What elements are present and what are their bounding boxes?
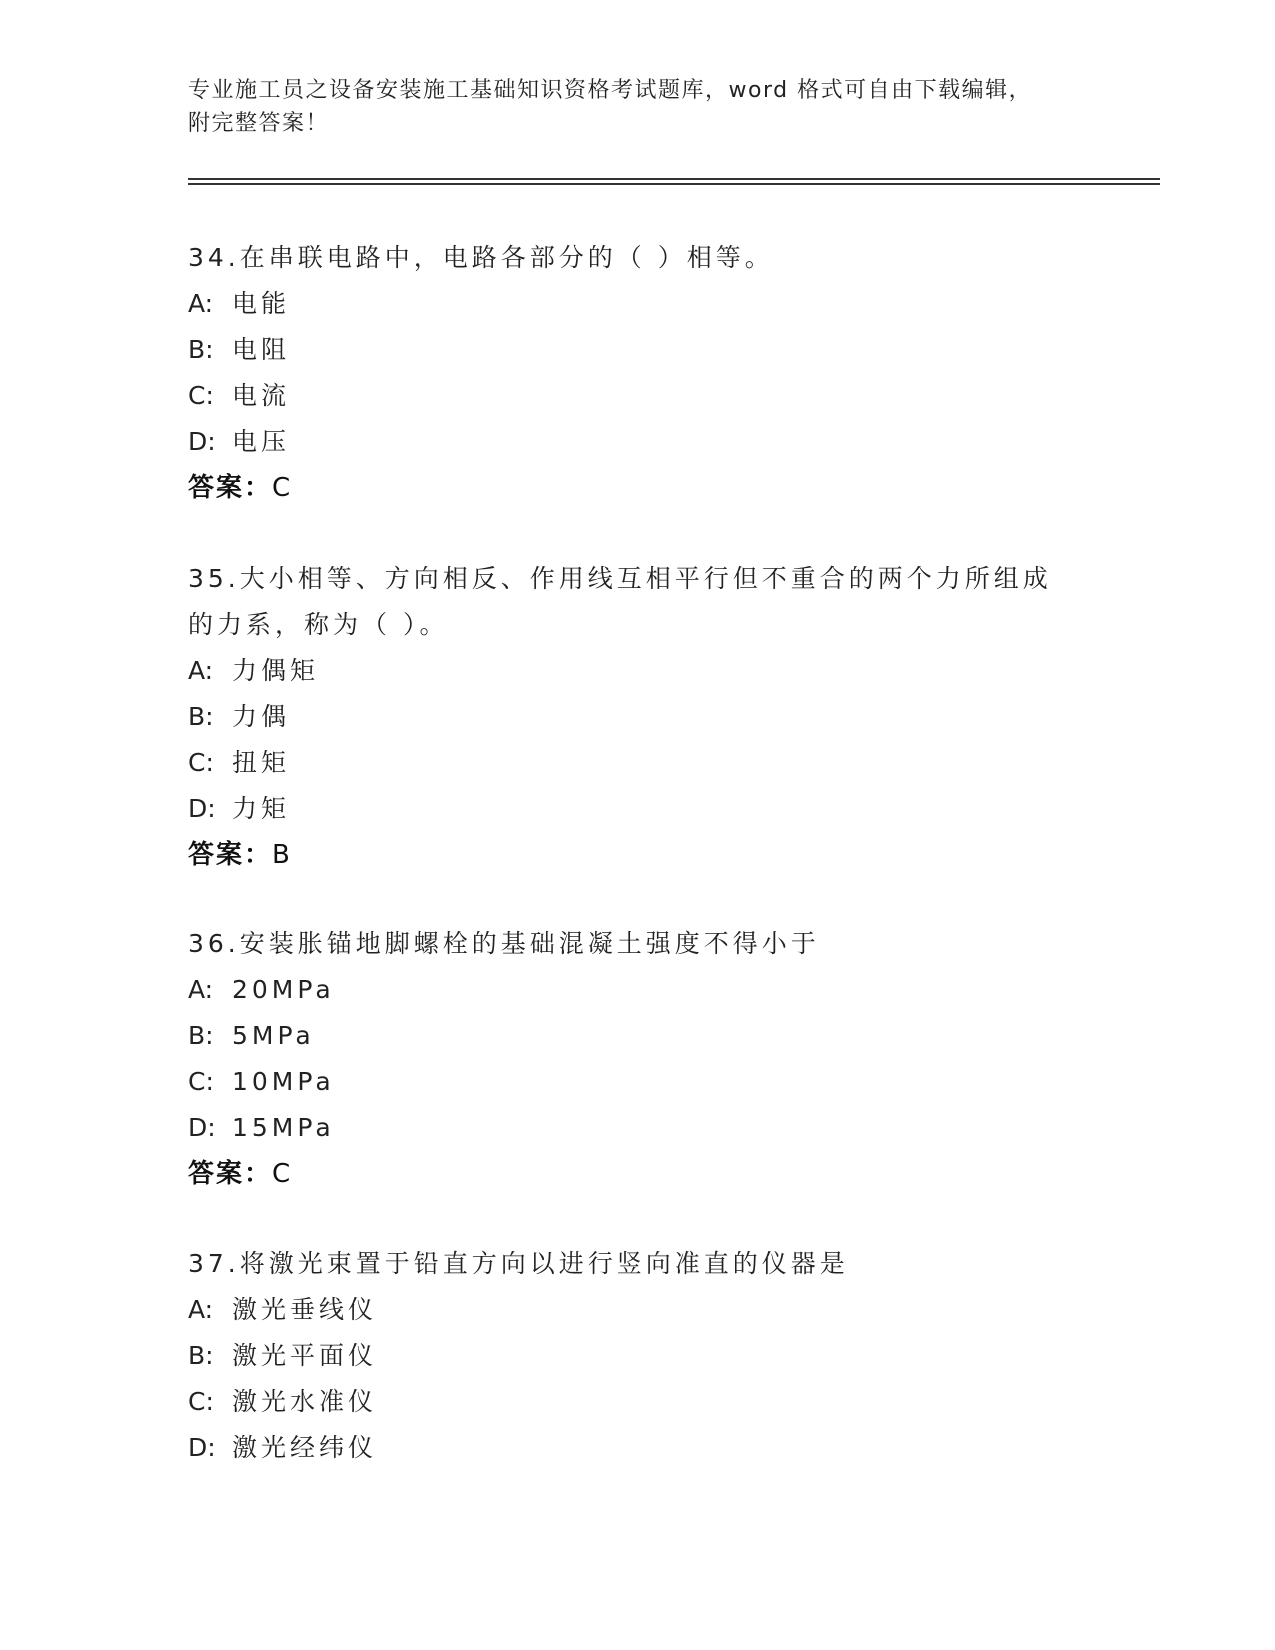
answer-line — [188, 832, 1088, 878]
option-a — [188, 648, 1088, 694]
question-stem: 37.将激光束置于铅直方向以进行竖向准直的仪器是 — [188, 1249, 849, 1278]
option-text: 电阻 — [232, 335, 291, 364]
option-b — [188, 1333, 1088, 1379]
option-text: 激光垂线仪 — [232, 1295, 378, 1324]
option-letter: C: — [188, 1067, 214, 1096]
option-b — [188, 1013, 1088, 1059]
option-text: 力矩 — [232, 794, 291, 823]
option-c — [188, 740, 1088, 786]
option-text: 激光平面仪 — [232, 1341, 378, 1370]
option-text: 扭矩 — [232, 748, 291, 777]
option-letter: C: — [188, 1387, 214, 1416]
option-c — [188, 373, 1088, 419]
answer-value: C — [272, 1159, 293, 1189]
answer-value: C — [272, 473, 293, 503]
option-text: 激光经纬仪 — [232, 1433, 378, 1462]
option-letter: B: — [188, 335, 214, 364]
option-d — [188, 786, 1088, 832]
option-text: 力偶矩 — [232, 656, 320, 685]
answer-label: 答案： — [188, 1159, 273, 1189]
answer-label: 答案： — [188, 840, 273, 870]
question-35 — [188, 556, 1088, 878]
option-b — [188, 694, 1088, 740]
answer-value: B — [272, 840, 292, 870]
option-a — [188, 1287, 1088, 1333]
option-letter: A: — [188, 975, 214, 1004]
option-text: 5MPa — [232, 1021, 315, 1050]
option-a — [188, 281, 1088, 327]
option-text: 力偶 — [232, 702, 291, 731]
option-letter: B: — [188, 1021, 214, 1050]
option-text: 电流 — [232, 381, 291, 410]
option-c — [188, 1379, 1088, 1425]
option-letter: C: — [188, 381, 214, 410]
option-d — [188, 1105, 1088, 1151]
option-letter: B: — [188, 1341, 214, 1370]
option-text: 激光水准仪 — [232, 1387, 378, 1416]
option-d — [188, 419, 1088, 465]
option-letter: A: — [188, 656, 214, 685]
option-letter: A: — [188, 289, 214, 318]
option-letter: C: — [188, 748, 214, 777]
document-header — [188, 74, 1068, 140]
option-text: 20MPa — [232, 975, 335, 1004]
option-a — [188, 967, 1088, 1013]
option-letter: D: — [188, 1433, 216, 1462]
option-text: 10MPa — [232, 1067, 335, 1096]
option-c — [188, 1059, 1088, 1105]
header-line-2: 附完整答案！ — [188, 111, 330, 136]
question-stem: 34.在串联电路中，电路各部分的（ ）相等。 — [188, 243, 774, 272]
option-letter: D: — [188, 794, 216, 823]
option-letter: D: — [188, 1113, 216, 1142]
question-stem: 35.大小相等、方向相反、作用线互相平行但不重合的两个力所组成的力系，称为（ ）。 — [188, 564, 1052, 639]
option-text: 电能 — [232, 289, 291, 318]
option-text: 电压 — [232, 427, 291, 456]
option-b — [188, 327, 1088, 373]
question-37 — [188, 1241, 1088, 1471]
question-36 — [188, 921, 1088, 1197]
option-letter: B: — [188, 702, 214, 731]
question-stem: 36.安装胀锚地脚螺栓的基础混凝土强度不得小于 — [188, 929, 820, 958]
option-letter: A: — [188, 1295, 214, 1324]
option-letter: D: — [188, 427, 216, 456]
header-divider-bottom — [188, 183, 1160, 185]
option-d — [188, 1425, 1088, 1471]
answer-label: 答案： — [188, 473, 273, 503]
header-divider-top — [188, 178, 1160, 180]
answer-line — [188, 1151, 1088, 1197]
question-34 — [188, 235, 1088, 511]
option-text: 15MPa — [232, 1113, 335, 1142]
answer-line — [188, 465, 1088, 511]
header-line-1: 专业施工员之设备安装施工基础知识资格考试题库，word 格式可自由下载编辑， — [188, 78, 1033, 103]
